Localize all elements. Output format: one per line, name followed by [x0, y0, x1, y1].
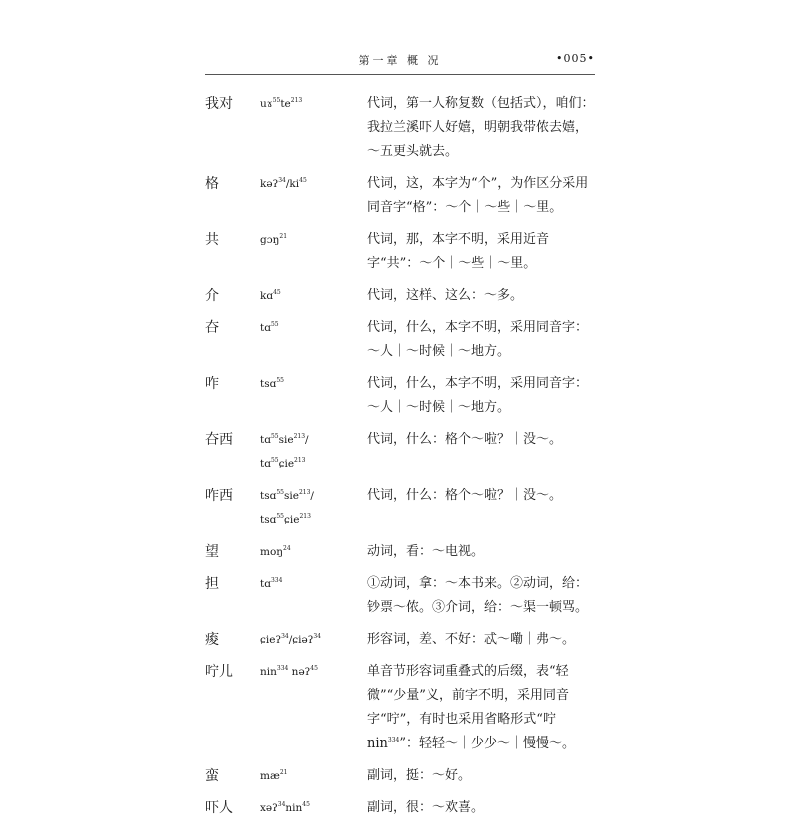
header-rule: [205, 74, 595, 75]
entry-headword: 咋: [205, 376, 219, 392]
entry-definition: 代词，这，本字为“个”，为作区分采用同音字“格”：～个｜～些｜～里。: [367, 176, 589, 215]
dictionary-entry: [205, 660, 597, 756]
entry-definition: ①动词，拿：～本书来。②动词，给：钞票～侬。③介词，给：～渠一顿骂。: [367, 576, 589, 615]
entry-definition: 代词，这样、这么：～多。: [367, 288, 524, 303]
entry-headword: 夻: [205, 320, 219, 336]
entry-pronunciation: ɕieʔ$^{34}$/ɕiəʔ$^{34}$: [260, 633, 321, 646]
dictionary-entry: [205, 284, 597, 308]
entry-headword: 望: [205, 544, 219, 560]
entry-definition: 代词，什么，本字不明，采用同音字：～人｜～时候｜～地方。: [367, 376, 589, 415]
chapter-title: 第一章 概 况: [358, 54, 442, 67]
entry-definition: 单音节形容词重叠式的后缀，表“轻微”“少量”义，前字不明，采用同音字“咛”，有时也采用省略形式“咛 nin$^{334}$”：轻轻～｜少少～｜慢慢～。: [367, 664, 576, 751]
dictionary-entry: [205, 572, 597, 620]
entry-headword: 担: [205, 576, 219, 592]
entry-headword: 蛮: [205, 768, 219, 784]
entry-headword: 咋西: [205, 488, 233, 504]
entry-pronunciation: tɑ$^{55}$sie$^{213}$/ tɑ$^{55}$ɕie$^{213}$: [260, 433, 309, 470]
entry-definition: 代词，那，本字不明，采用近音字“共”：～个｜～些｜～里。: [367, 232, 550, 271]
dictionary-entry: [205, 540, 597, 564]
entry-definition: 副词，挺：～好。: [367, 768, 472, 783]
entry-pronunciation: tsɑ$^{55}$sie$^{213}$/ tsɑ$^{55}$ɕie$^{213}$: [260, 489, 314, 526]
entry-pronunciation: xəʔ$^{34}$nin$^{45}$: [260, 801, 310, 814]
entry-pronunciation: $mæ^{21}$: [260, 769, 288, 782]
entry-definition: 副词，很：～欢喜。: [367, 800, 485, 815]
entry-definition: 动词，看：～电视。: [367, 544, 485, 559]
entry-definition: 代词，什么，本字不明，采用同音字：～人｜～时候｜～地方。: [367, 320, 589, 359]
entry-pronunciation: tsɑ$^{55}$: [260, 377, 284, 390]
dictionary-entry: [205, 92, 597, 164]
entry-headword: 共: [205, 232, 219, 248]
dictionary-entry: [205, 484, 597, 532]
entry-pronunciation: gɔŋ$^{21}$: [260, 233, 288, 246]
entry-pronunciation: $kəʔ^{34}/ki^{45}$: [260, 177, 307, 190]
dictionary-entry: [205, 316, 597, 364]
entry-pronunciation: $uɤ^{55}te^{213}$: [260, 97, 303, 110]
entry-headword: 咛儿: [205, 664, 233, 680]
dictionary-entry: [205, 764, 597, 788]
entry-definition: 代词，什么：格个～啦？｜没～。: [367, 432, 563, 447]
entry-pronunciation: nin$^{334}$ nəʔ$^{45}$: [260, 665, 318, 678]
entry-pronunciation: tɑ$^{55}$: [260, 321, 279, 334]
entry-headword: 我对: [205, 96, 233, 112]
dictionary-entry: [205, 428, 597, 476]
entry-definition: 代词，第一人称复数（包括式），咱们：我拉兰溪吓人好嬉，明朝我带侬去嬉，～五更头就去。: [367, 96, 595, 159]
dictionary-entry: [205, 228, 597, 276]
running-head: [205, 50, 595, 70]
entry-headword: 介: [205, 288, 219, 304]
entry-pronunciation: kɑ$^{45}$: [260, 289, 281, 302]
dictionary-entry: [205, 172, 597, 220]
page-number: •005•: [556, 52, 595, 65]
entry-definition: 形容词，差、不好：忒～嘞｜弗～。: [367, 632, 576, 647]
entry-definition: 代词，什么：格个～啦？｜没～。: [367, 488, 563, 503]
entry-headword: 痠: [205, 632, 219, 648]
entry-headword: 吓人: [205, 800, 233, 816]
dictionary-entries: [205, 92, 597, 828]
entry-pronunciation: moŋ$^{24}$: [260, 545, 291, 558]
entry-headword: 格: [205, 176, 219, 192]
entry-headword: 夻西: [205, 432, 233, 448]
dictionary-entry: [205, 372, 597, 420]
entry-pronunciation: tɑ$^{334}$: [260, 577, 283, 590]
dictionary-entry: [205, 628, 597, 652]
